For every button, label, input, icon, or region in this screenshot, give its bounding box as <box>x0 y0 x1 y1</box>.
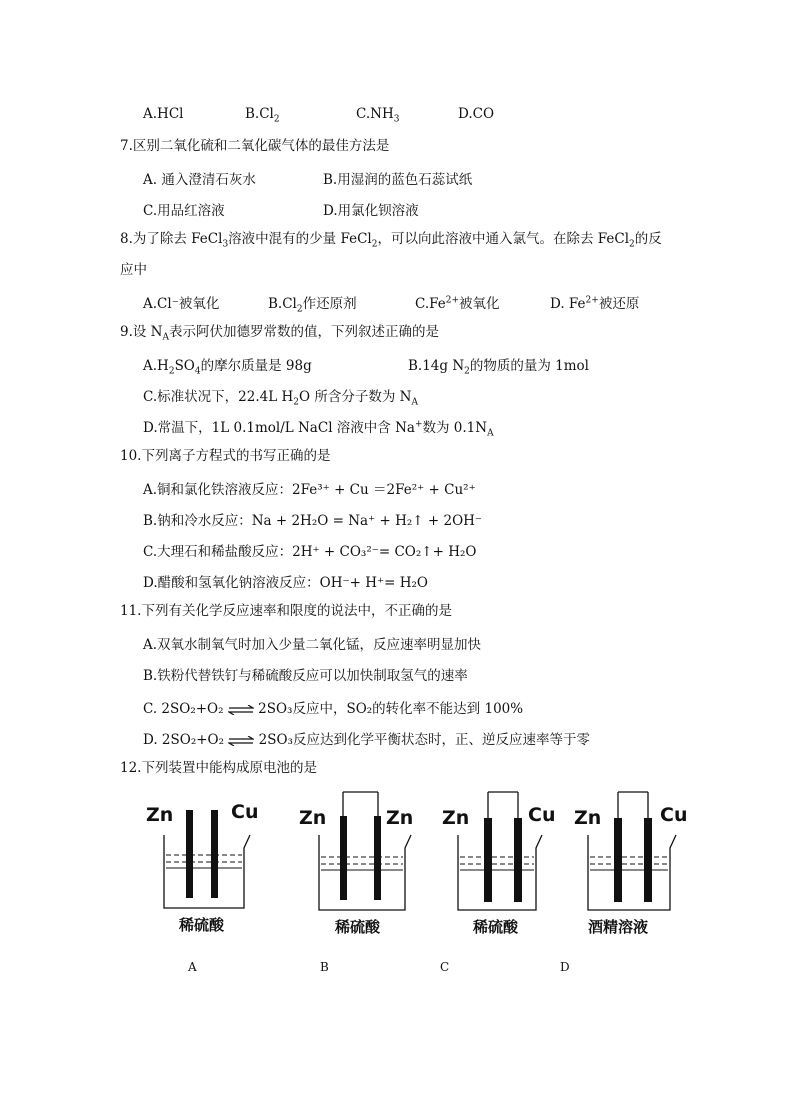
q6-option-a: A.HCl <box>143 106 184 122</box>
q6-option-b: $B.Cl_2$ <box>245 106 280 125</box>
q11-option-d: D. 2SO₂+O₂ 2SO₃反应达到化学平衡状态时，正、逆反应速率等于零 <box>143 732 590 748</box>
q7-option-d: D.用氯化钡溶液 <box>323 203 419 219</box>
q11-option-b: B.铁粉代替铁钉与稀硫酸反应可以加快制取氢气的速率 <box>143 668 468 684</box>
device-d <box>570 788 710 988</box>
q9-option-a: $A.H_2SO_4$的摩尔质量是 98g <box>143 358 312 377</box>
q9-option-c: C.标准状况下，22.4L $H_2O$ 所含分子数为 $N_A$ <box>143 389 418 408</box>
beaker-c <box>438 788 578 928</box>
electrode-right <box>514 818 522 902</box>
q9-stem: 9.设 $N_A$表示阿伏加德罗常数的值，下列叙述正确的是 <box>120 324 439 343</box>
electrode-right <box>211 810 218 898</box>
q7-stem: 7.区别二氧化硫和二氧化碳气体的最佳方法是 <box>120 138 390 154</box>
q8-option-d: D. $Fe^{2+}$被还原 <box>550 295 640 312</box>
q7-option-b: B.用湿润的蓝色石蕊试纸 <box>323 172 473 188</box>
electrode-left <box>614 818 622 902</box>
q12-figure <box>130 788 710 988</box>
q10-stem: 10.下列离子方程式的书写正确的是 <box>120 448 331 464</box>
electrode-right <box>644 818 652 902</box>
q10-option-c: C.大理石和稀盐酸反应：2H⁺ + CO₃²⁻= CO₂↑+ H₂O <box>143 544 477 560</box>
q10-option-b: B.钠和冷水反应：Na + 2H₂O = Na⁺ + H₂↑ + 2OH⁻ <box>143 513 483 529</box>
beaker-b <box>295 788 435 928</box>
reversible-arrow-icon <box>228 705 254 715</box>
electrode-left <box>484 818 492 902</box>
device-c-solution-label: 稀硫酸 <box>473 918 519 936</box>
q10-option-d: D.醋酸和氢氧化钠溶液反应：OH⁻+ H⁺= H₂O <box>143 575 428 591</box>
device-d-letter: D <box>560 960 570 974</box>
reversible-arrow-icon <box>228 736 254 746</box>
device-d-right-label: Cu <box>660 804 688 826</box>
q11-option-a: A.双氧水制氧气时加入少量二氧化锰，反应速率明显加快 <box>143 637 482 653</box>
electrode-left <box>186 810 193 898</box>
q8-option-b: $B.Cl_2$作还原剂 <box>268 296 357 315</box>
q8-option-a: A.Cl⁻被氧化 <box>143 296 220 312</box>
device-d-left-label: Zn <box>574 807 602 829</box>
device-d-solution-label: 酒精溶液 <box>588 918 649 936</box>
device-a <box>130 788 270 988</box>
device-a-left-label: Zn <box>146 804 174 826</box>
q8-option-c: $C.Fe^{2+}$被氧化 <box>415 295 500 312</box>
q11-stem: 11.下列有关化学反应速率和限度的说法中，不正确的是 <box>120 603 452 619</box>
device-c-letter: C <box>440 960 450 974</box>
q7-option-c: C.用品红溶液 <box>143 203 225 219</box>
q10-option-a: A.铜和氯化铁溶液反应：2Fe³⁺ + Cu ＝2Fe²⁺ + Cu²⁺ <box>143 482 476 498</box>
beaker-a <box>130 788 270 928</box>
device-b-left-label: Zn <box>299 807 327 829</box>
electrode-right <box>374 816 381 900</box>
device-c-right-label: Cu <box>528 804 556 826</box>
device-b-solution-label: 稀硫酸 <box>335 918 381 936</box>
q9-option-b: B.14g $N_2$的物质的量为 1mol <box>408 358 590 377</box>
q8-stem: 8.为了除去 FeCl$_3$溶液中混有的少量 FeCl$_2$，可以向此溶液中通入氯气。在除去 FeCl$_2$的反 <box>120 231 662 250</box>
q7-option-a: A. 通入澄清石灰水 <box>143 172 256 188</box>
q12-stem: 12.下列装置中能构成原电池的是 <box>120 760 317 776</box>
device-a-solution-label: 稀硫酸 <box>179 916 225 934</box>
q8-stem-line2: 应中 <box>120 262 147 278</box>
beaker-d <box>570 788 710 928</box>
device-b-letter: B <box>320 960 329 974</box>
device-c-left-label: Zn <box>442 807 470 829</box>
q11-option-c: C. 2SO₂+O₂ 2SO₃反应中，SO₂的转化率不能达到 100% <box>143 701 524 717</box>
device-c <box>438 788 578 988</box>
device-a-letter: A <box>188 960 197 974</box>
electrode-left <box>340 816 347 900</box>
q6-option-d: D.CO <box>458 106 495 122</box>
device-a-right-label: Cu <box>231 801 259 823</box>
device-b-right-label: Zn <box>386 807 414 829</box>
q6-option-c: $C.NH_3$ <box>356 106 400 125</box>
q9-option-d: D.常温下，1L 0.1mol/L NaCl 溶液中含 Na+数为 $0.1N_A$ <box>143 419 494 439</box>
device-b <box>295 788 435 988</box>
